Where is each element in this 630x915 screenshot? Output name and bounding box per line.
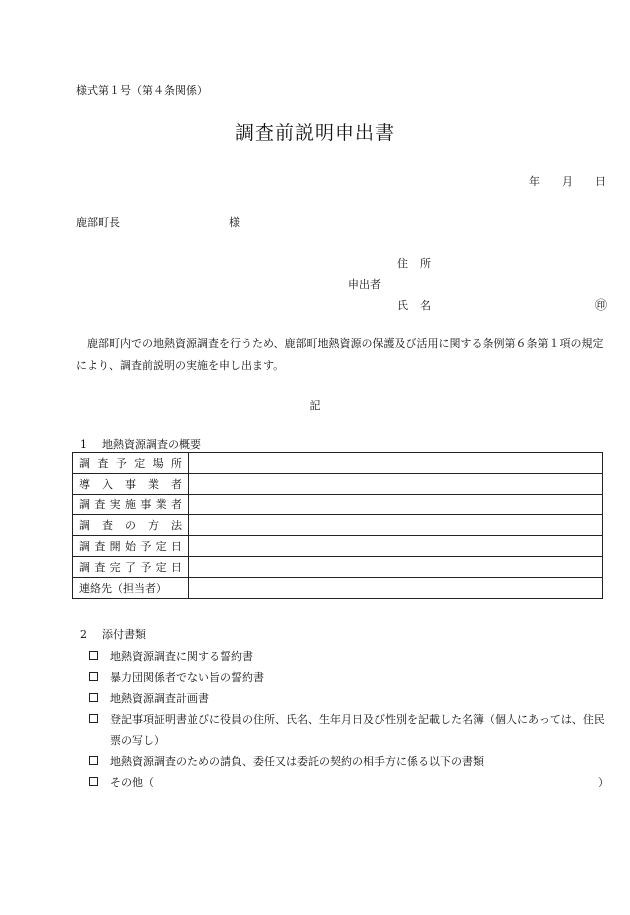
ki-heading: 記	[309, 399, 321, 412]
row-value-survey-location[interactable]	[189, 453, 603, 474]
table-row	[73, 556, 603, 577]
table-row	[73, 494, 603, 515]
checkbox[interactable]	[89, 651, 98, 660]
row-label-start-date: 調査開始予定日	[73, 536, 189, 557]
attachment-label: その他（	[110, 776, 154, 789]
list-item	[89, 751, 609, 772]
row-value-survey-operator[interactable]	[189, 494, 603, 515]
form-number: 様式第１号（第４条関係）	[76, 84, 208, 97]
attachment-label: 登記事項証明書並びに役員の住所、氏名、生年月日及び性別を記載した名簿（個人にあっては、住民票の写し）	[110, 713, 605, 747]
row-label-survey-operator: 調査実施事業者	[73, 494, 189, 515]
address-label-char-2: 所	[420, 257, 431, 270]
name-label-char-1: 氏	[397, 299, 408, 312]
row-value-survey-method[interactable]	[189, 515, 603, 536]
section2-heading	[80, 626, 146, 642]
row-label-end-date: 調査完了予定日	[73, 556, 189, 577]
row-label-contact: 連絡先（担当者）	[73, 577, 189, 598]
row-value-start-date[interactable]	[189, 536, 603, 557]
row-label-introducer: 導入事業者	[73, 473, 189, 494]
row-value-contact[interactable]	[189, 577, 603, 598]
closing-paren: ）	[598, 776, 609, 789]
list-item	[89, 688, 609, 709]
table-row	[73, 473, 603, 494]
checkbox[interactable]	[89, 693, 98, 702]
row-label-survey-location: 調査予定場所	[73, 453, 189, 474]
attachment-label: 地熱資源調査に関する誓約書	[110, 650, 253, 663]
applicant-label: 申出者	[348, 278, 381, 291]
addressee-name: 鹿部町長	[76, 216, 120, 229]
list-item	[89, 709, 609, 751]
table-row	[73, 515, 603, 536]
list-item	[89, 667, 609, 688]
document-title: 調査前説明申出書	[234, 122, 395, 144]
overview-table	[72, 452, 603, 599]
section1-title: 地熱資源調査の概要	[102, 438, 201, 451]
name-label-char-2: 名	[420, 299, 431, 312]
address-label-char-1: 住	[397, 257, 408, 270]
list-item	[89, 772, 609, 793]
section2-title: 添付書類	[102, 628, 146, 641]
addressee-honorific: 様	[229, 216, 240, 229]
table-row	[73, 453, 603, 474]
attachment-list	[89, 646, 609, 793]
checkbox[interactable]	[89, 672, 98, 681]
name-label	[397, 297, 431, 313]
body-paragraph: 鹿部町内での地熱資源調査を行うため、鹿部町地熱資源の保護及び活用に関する条例第６条第１項の規定により、調査前説明の実施を申し出ます。	[76, 337, 604, 372]
row-value-end-date[interactable]	[189, 556, 603, 577]
list-item	[89, 646, 609, 667]
section1-heading	[80, 436, 201, 452]
address-label	[397, 255, 431, 271]
row-value-introducer[interactable]	[189, 473, 603, 494]
date-year: 年	[529, 175, 540, 188]
date-day: 日	[595, 175, 606, 188]
addressee	[76, 214, 240, 230]
date-row	[529, 173, 606, 189]
seal-mark: ㊞	[594, 298, 607, 312]
attachment-label: 暴力団関係者でない旨の誓約書	[110, 671, 264, 684]
checkbox[interactable]	[89, 714, 98, 723]
attachment-label: 地熱資源調査計画書	[110, 692, 209, 705]
checkbox[interactable]	[89, 777, 98, 786]
row-label-survey-method: 調査の方法	[73, 515, 189, 536]
section1-number: 1	[80, 438, 87, 451]
date-month: 月	[562, 175, 573, 188]
table-row	[73, 577, 603, 598]
checkbox[interactable]	[89, 756, 98, 765]
section2-number: 2	[80, 628, 87, 641]
attachment-label: 地熱資源調査のための請負、委任又は委託の契約の相手方に係る以下の書類	[110, 755, 484, 768]
table-row	[73, 536, 603, 557]
